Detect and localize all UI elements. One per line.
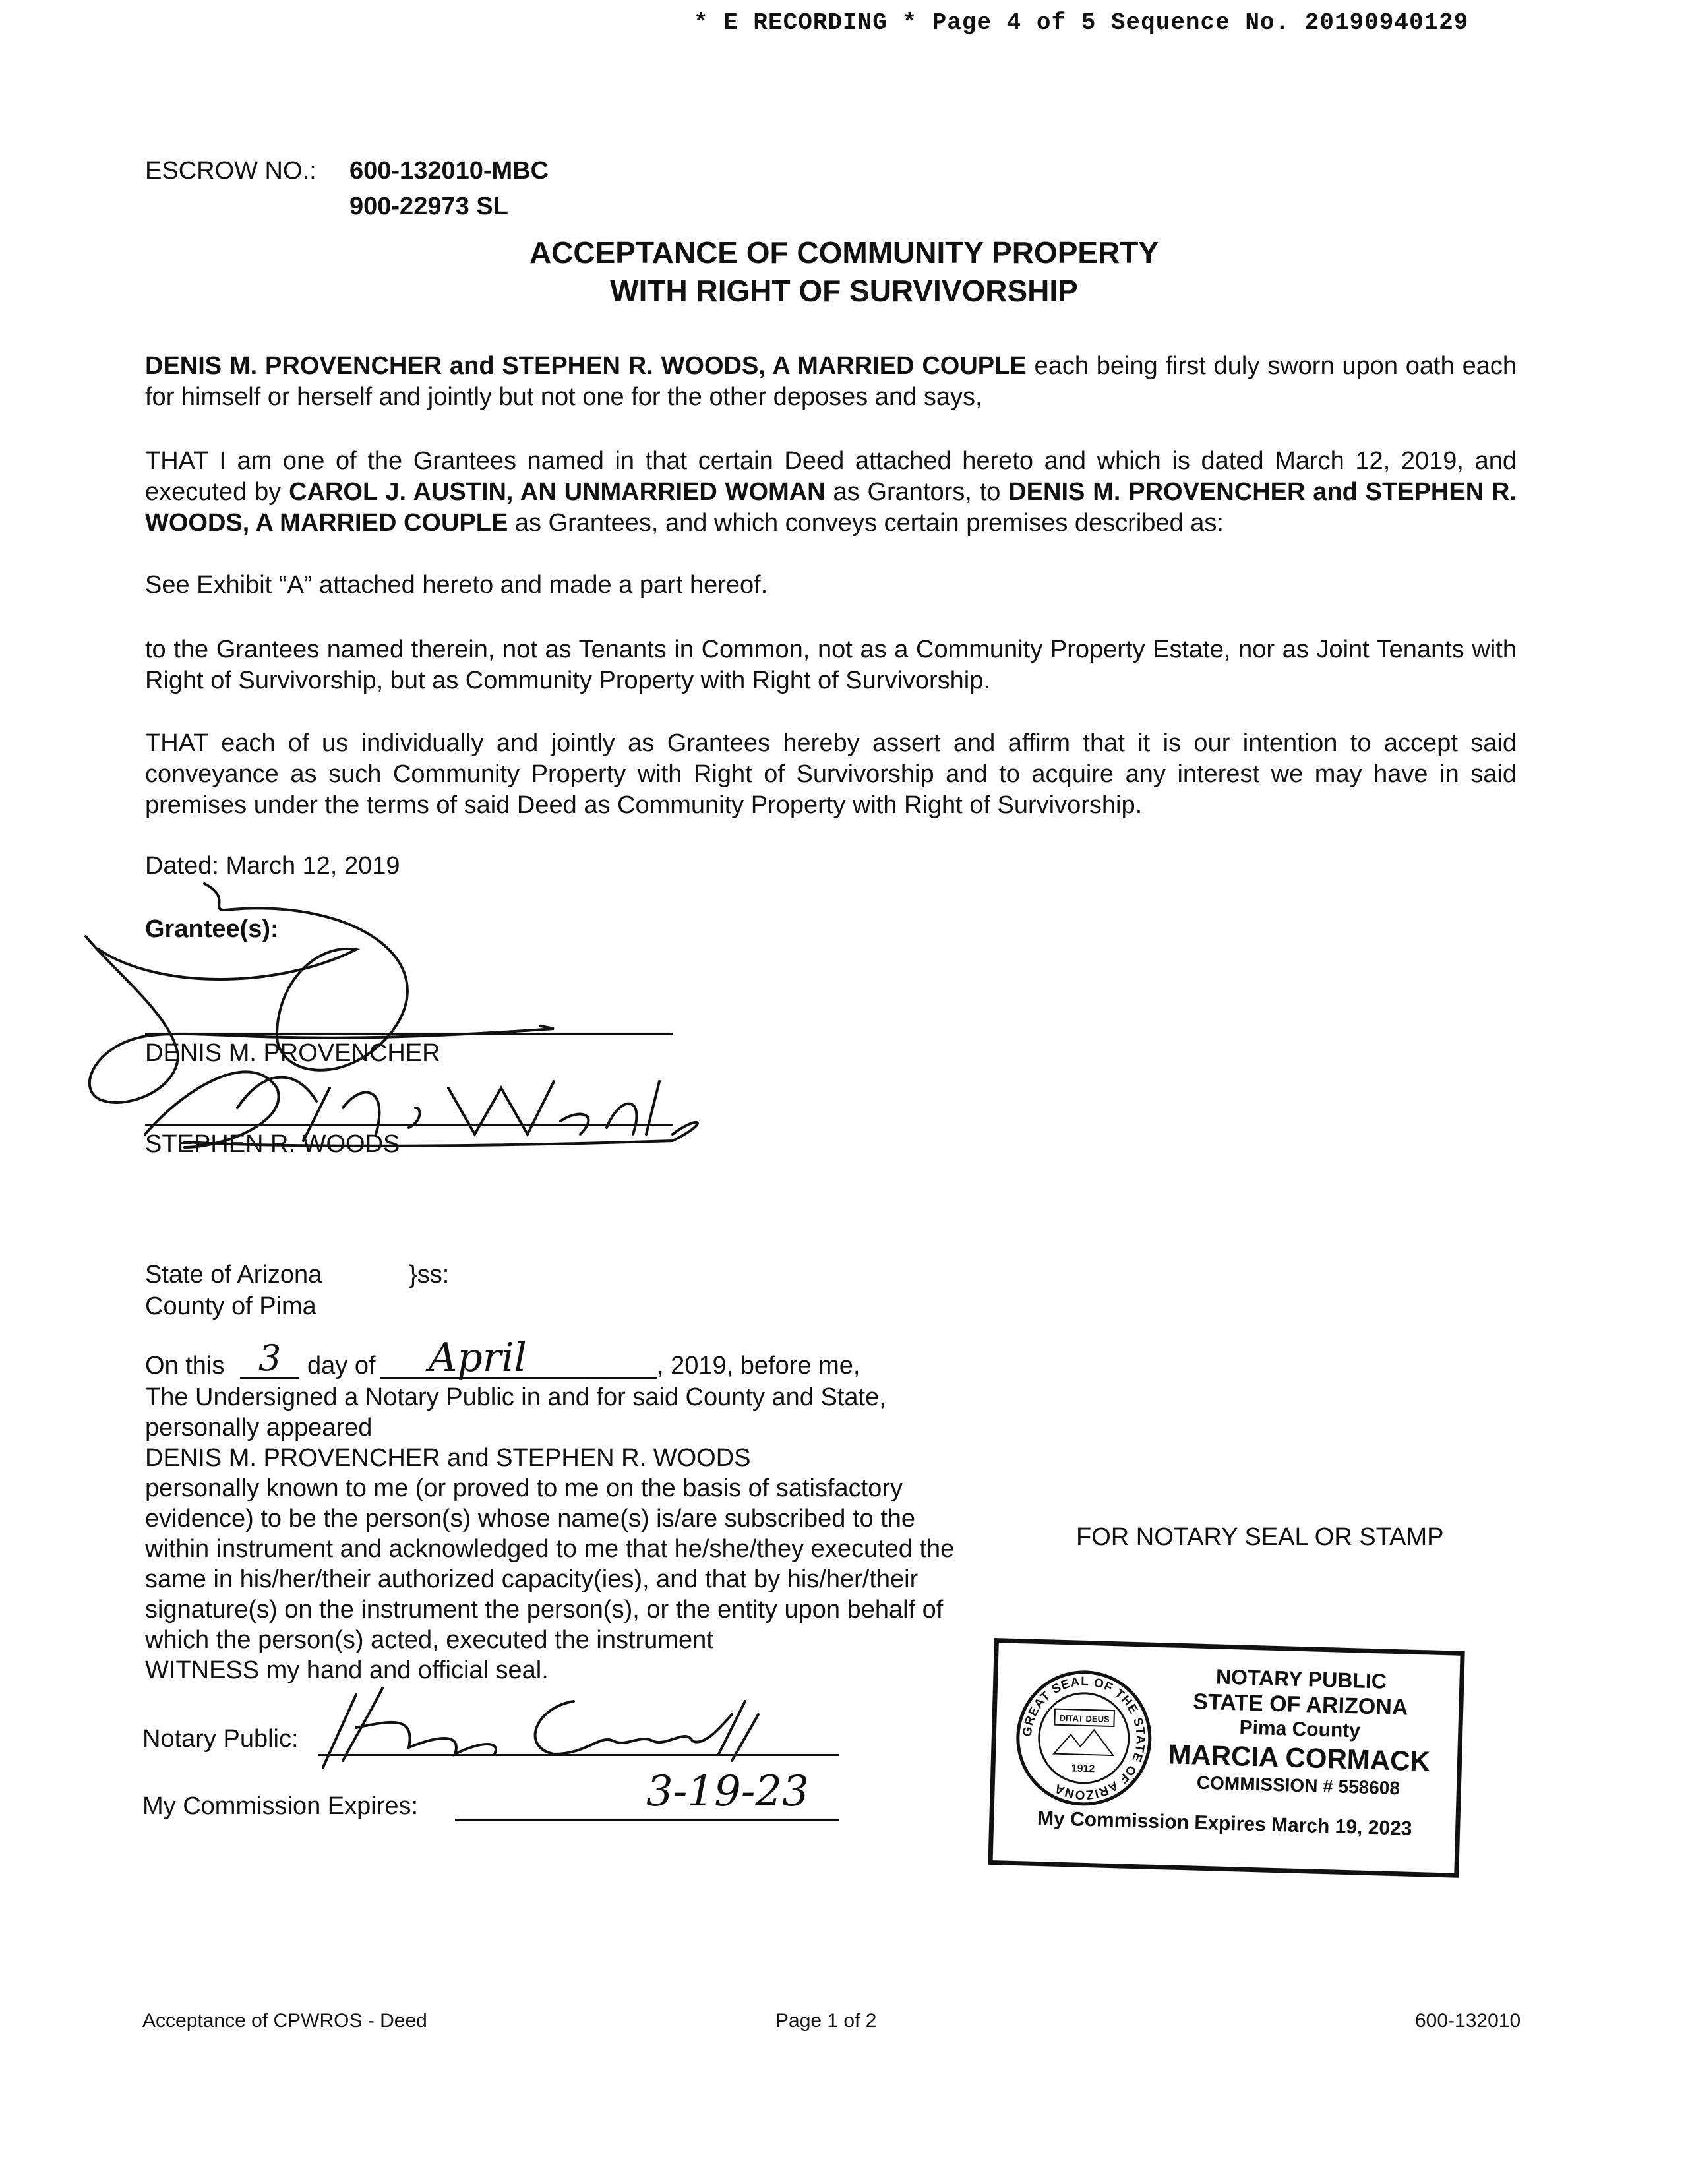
seal-motto: DITAT DEUS [1059, 1713, 1110, 1724]
escrow-number-2: 900-22973 SL [349, 193, 508, 220]
notary-day-value: 3 [258, 1337, 282, 1379]
notary-day-of: day of [307, 1352, 376, 1380]
notary-seal-label: FOR NOTARY SEAL OR STAMP [1076, 1523, 1444, 1551]
grantees-bold-2: DENIS M. PROVENCHER and STEPHEN R. WOODS, A MARRIED COUPLE [145, 478, 1517, 537]
notary-year: , 2019, before me, [657, 1352, 860, 1380]
venue-ss: }ss: [409, 1261, 450, 1289]
stamp-line-1: NOTARY PUBLIC [1215, 1664, 1387, 1693]
deponents-text: each being first duly sworn upon oath each for himself or herself and jointly but not one for the other deposes and says, [145, 352, 1517, 411]
dated-line: Dated: March 12, 2019 [145, 852, 400, 880]
commission-expires-value: 3-19-23 [646, 1767, 809, 1816]
commission-expires-label: My Commission Expires: [142, 1792, 419, 1820]
paragraph-deponents [145, 351, 1517, 413]
paragraph-deed [145, 446, 1517, 539]
notary-stamp [988, 1638, 1464, 1878]
document-title-line-1: ACCEPTANCE OF COMMUNITY PROPERTY [529, 235, 1159, 270]
deed-text-a: THAT I am one of the Grantees named in that certain Deed attached hereto and which is dated March 12, 2019, and executed by [145, 447, 1517, 506]
paragraph-affirmation: THAT each of us individually and jointly as Grantees hereby assert and affirm that it is our intention to accept said conveyance as such Community Property with Right of Survivorship and to acquire any interest we may have in said premises under the terms of said Deed as Community Property with Right of Survivorship. [145, 729, 1517, 819]
notary-line-7: same in his/her/their authorized capacity(ies), and that by his/her/their [145, 1565, 919, 1593]
signature-provencher [86, 884, 554, 1103]
arizona-state-seal-icon [1013, 1667, 1155, 1809]
stamp-line-3: Pima County [1239, 1716, 1361, 1742]
notary-line-6: within instrument and acknowledged to me that he/she/they executed the [145, 1535, 955, 1563]
venue-county: County of Pima [145, 1292, 316, 1320]
deed-text-c: as Grantors, to [825, 478, 1009, 506]
notary-line-8: signature(s) on the instrument the person(s), or the entity upon behalf of [145, 1596, 944, 1623]
recording-header: * E RECORDING * Page 4 of 5 Sequence No. 20190940129 [694, 9, 1469, 36]
grantee-1-name: DENIS M. PROVENCHER [145, 1039, 440, 1067]
grantee-2-name: STEPHEN R. WOODS [145, 1130, 400, 1158]
stamp-line-2: STATE OF ARIZONA [1192, 1689, 1408, 1720]
notary-line-2: personally appeared [145, 1414, 373, 1441]
grantee-signatures [79, 870, 712, 1174]
notary-on-this: On this [145, 1352, 225, 1380]
escrow-label: ESCROW NO.: [145, 157, 316, 185]
grantees-bold: DENIS M. PROVENCHER and STEPHEN R. WOODS, A MARRIED COUPLE [145, 352, 1027, 380]
footer-escrow-number: 600-132010 [1415, 2010, 1521, 2032]
deed-text-e: as Grantees, and which conveys certain premises described as: [508, 509, 1224, 537]
notary-signature [310, 1675, 811, 1774]
notary-line-1: The Undersigned a Notary Public in and for said County and State, [145, 1383, 886, 1411]
signature-woods [145, 1072, 698, 1147]
stamp-line-6: My Commission Expires March 19, 2023 [1037, 1807, 1412, 1840]
seal-year: 1912 [1071, 1763, 1095, 1775]
grantor-bold: CAROL J. AUSTIN, AN UNMARRIED WOMAN [289, 478, 826, 506]
commission-expires-line [455, 1819, 839, 1821]
notary-month-value: April [429, 1335, 527, 1381]
stamp-line-4: MARCIA CORMACK [1167, 1738, 1431, 1777]
grantees-label: Grantee(s): [145, 915, 279, 943]
notary-line-9: which the person(s) acted, executed the instrument [145, 1626, 713, 1654]
seal-ring-text: GREAT SEAL OF THE STATE OF ARIZONA [1020, 1674, 1147, 1802]
venue-state: State of Arizona [145, 1261, 322, 1289]
stamp-line-5: COMMISSION # 558608 [1196, 1772, 1401, 1799]
notary-line-10: WITNESS my hand and official seal. [145, 1656, 549, 1684]
footer-document-name: Acceptance of CPWROS - Deed [142, 2010, 427, 2032]
notary-line-3: DENIS M. PROVENCHER and STEPHEN R. WOODS [145, 1444, 751, 1472]
paragraph-exhibit: See Exhibit “A” attached hereto and made a part hereof. [145, 571, 768, 599]
notary-line-4: personally known to me (or proved to me on the basis of satisfactory [145, 1474, 903, 1502]
notary-public-label: Notary Public: [142, 1725, 299, 1753]
paragraph-tenancy: to the Grantees named therein, not as Tenants in Common, not as a Community Property Estate, nor as Joint Tenants with Right of Survivorship, but as Community Property with Right of Survivorship. [145, 636, 1517, 694]
escrow-number-1: 600-132010-MBC [349, 157, 549, 185]
footer-page-number: Page 1 of 2 [775, 2010, 877, 2032]
document-title-line-2: WITH RIGHT OF SURVIVORSHIP [610, 274, 1078, 308]
notary-line-5: evidence) to be the person(s) whose name(s) is/are subscribed to the [145, 1505, 916, 1532]
